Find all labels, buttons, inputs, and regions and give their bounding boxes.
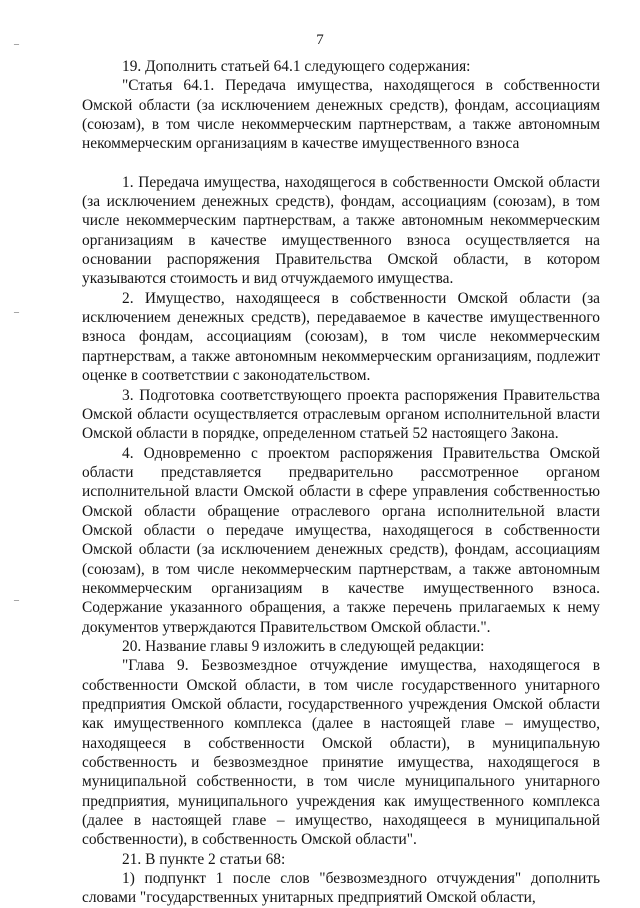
margin-dash-mark: – xyxy=(14,307,19,318)
article-64-1-part-1: 1. Передача имущества, находящегося в собственности Омской области (за исключением денежных средств), фондам, ассоциациям (союзам), в том числе некоммерческим партнерствам, а также автономным некоммерческим организациям в качестве имущественного взноса осуществляется на основании распоряжения Правительства Омской области, в котором указываются стоимость и вид отчуждаемого имущества. xyxy=(82,173,600,288)
amendment-item-21: 21. В пункте 2 статьи 68: xyxy=(122,850,286,868)
amendment-item-19: 19. Дополнить статьей 64.1 следующего содержания: xyxy=(122,58,471,75)
article-64-1-part-3: 3. Подготовка соответствующего проекта распоряжения Правительства Омской области осуществляется отраслевым органом исполнительной власти Омской области в порядке, определенном статьей 52 настоящего Закона. xyxy=(82,386,600,443)
chapter-9-title: "Глава 9. Безвозмездное отчуждение имущества, находящегося в собственности Омской области, в том числе государственного унитарного предприятия Омской области, государственного учреждения Омской области как имущественного комплекса (далее в настоящей главе – имущество, находящееся в собственности Омской области), в муниципальную собственность и безвозмездное принятие имущества, находящегося в муниципальной собственности, в том числе муниципального унитарного предприятия, муниципального учреждения как имущественного комплекса (далее в настоящей главе – имущество, находящееся в муниципальной собственности), в собственность Омской области". xyxy=(82,657,600,849)
margin-dash-mark: – xyxy=(14,39,19,50)
amendment-item-20: 20. Название главы 9 изложить в следующей редакции: xyxy=(122,637,485,655)
article-64-1-part-4: 4. Одновременно с проектом распоряжения Правительства Омской области представляется предварительно рассмотренное органом исполнительной власти Омской области в сфере управления собственностью Омской области обращение отраслевого органа исполнительной власти Омской области о передаче имущества, находящегося в собственности Омской области (за исключением денежных средств), фондам, ассоциациям (союзам), в том числе некоммерческим партнерствам, а также автономным некоммерческим организациям в качестве имущественного взноса. Содержание указанного обращения, а также перечень прилагаемых к нему документов утверждаются Правительством Омской области.". xyxy=(82,444,600,636)
page-number: 7 xyxy=(316,32,324,48)
paragraph-gap xyxy=(82,154,600,173)
article-64-1-heading: "Статья 64.1. Передача имущества, находящегося в собственности Омской области (за исключением денежных средств), фондам, ассоциациям (союзам), в том числе некоммерческим партнерствам, а также автономным некоммерческим организациям в качестве имущественного взноса xyxy=(82,77,600,153)
document-body xyxy=(82,57,600,908)
margin-dash-mark: – xyxy=(14,595,19,606)
subitem-1: 1) подпункт 1 после слов "безвозмездного отчуждения" дополнить словами "государственных унитарных предприятий Омской области, xyxy=(82,870,600,907)
article-64-1-part-2: 2. Имущество, находящееся в собственности Омской области (за исключением денежных средств), передаваемое в качестве имущественного взноса фондам, ассоциациям (союзам), в том числе некоммерческим партнерствам, а также автономным некоммерческим организациям, подлежит оценке в соответствии с законодательством. xyxy=(82,289,600,385)
